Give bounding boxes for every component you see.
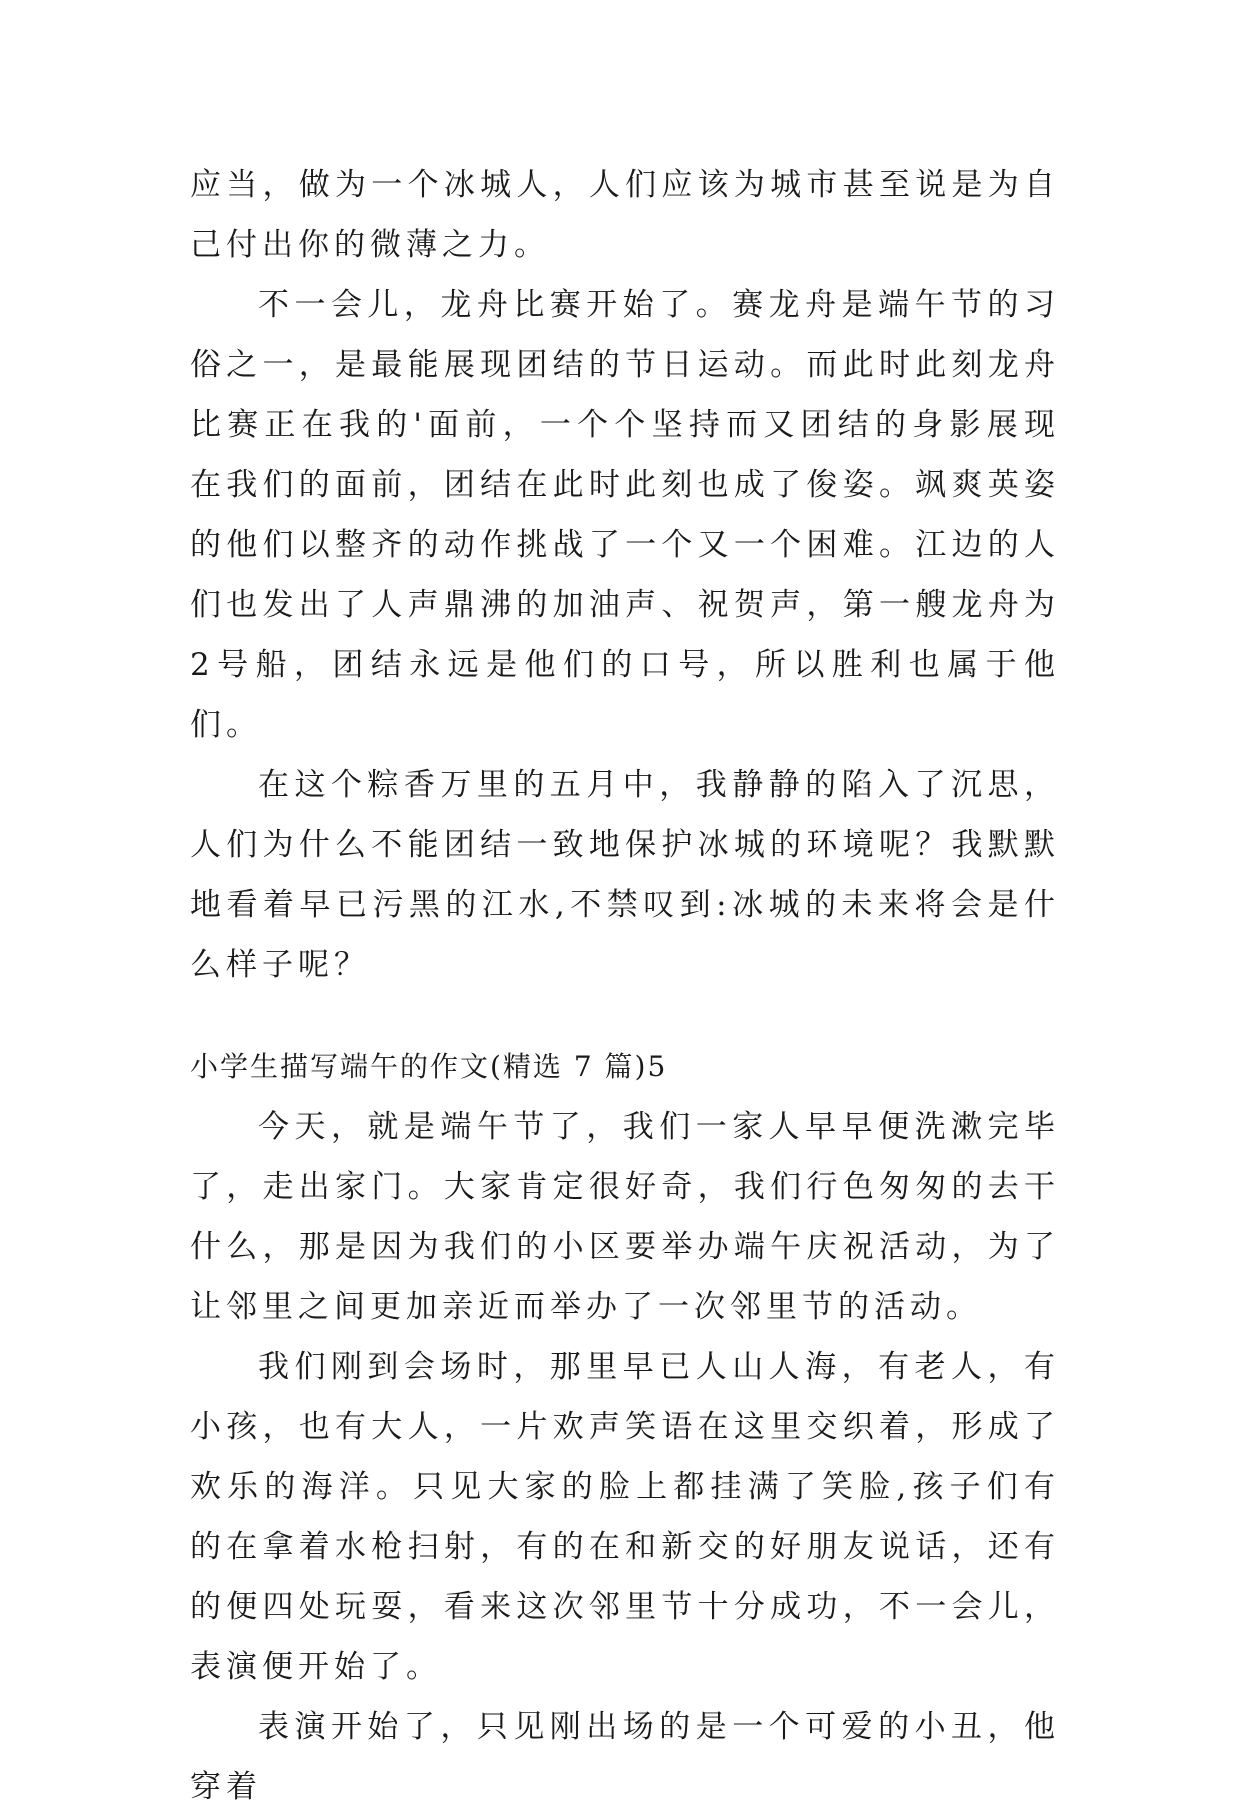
- section-title: 小学生描写端午的作文(精选 7 篇)5: [190, 1050, 668, 1083]
- paragraph-conclusion-effort: 应当，做为一个冰城人，人们应该为城市甚至说是为自己付出你的微薄之力。: [190, 167, 1060, 263]
- paragraph-venue-crowd: 我们刚到会场时，那里早已人山人海，有老人，有小孩，也有大人，一片欢声笑语在这里交织着，形成了欢乐的海洋。只见大家的脸上都挂满了笑脸,孩子们有的在拿着水枪扫射，有的在和新交的好朋友说话，还有的便四处玩耍，看来这次邻里节十分成功，不一会儿，表演便开始了。: [190, 1349, 1060, 1685]
- paragraph-reflection: 在这个粽香万里的五月中，我静静的陷入了沉思，人们为什么不能团结一致地保护冰城的环境呢？我默默地看着早已污黑的江水,不禁叹到:冰城的未来将会是什么样子呢？: [190, 767, 1060, 983]
- paragraph-festival-morning: 今天，就是端午节了，我们一家人早早便洗漱完毕了，走出家门。大家肯定很好奇，我们行色匆匆的去干什么，那是因为我们的小区要举办端午庆祝活动，为了让邻里之间更加亲近而举办了一次邻里节的活动。: [190, 1109, 1060, 1325]
- document-body: [190, 155, 1060, 1817]
- paragraph-performance-start: 表演开始了，只见刚出场的是一个可爱的小丑，他穿着: [190, 1709, 1060, 1805]
- paragraph-dragon-boat-race: 不一会儿，龙舟比赛开始了。赛龙舟是端午节的习俗之一，是最能展现团结的节日运动。而此时此刻龙舟比赛正在我的'面前，一个个坚持而又团结的身影展现在我们的面前，团结在此时此刻也成了俊姿。飒爽英姿的他们以整齐的动作挑战了一个又一个困难。江边的人们也发出了人声鼎沸的加油声、祝贺声，第一艘龙舟为2号船，团结永远是他们的口号，所以胜利也属于他们。: [190, 287, 1060, 743]
